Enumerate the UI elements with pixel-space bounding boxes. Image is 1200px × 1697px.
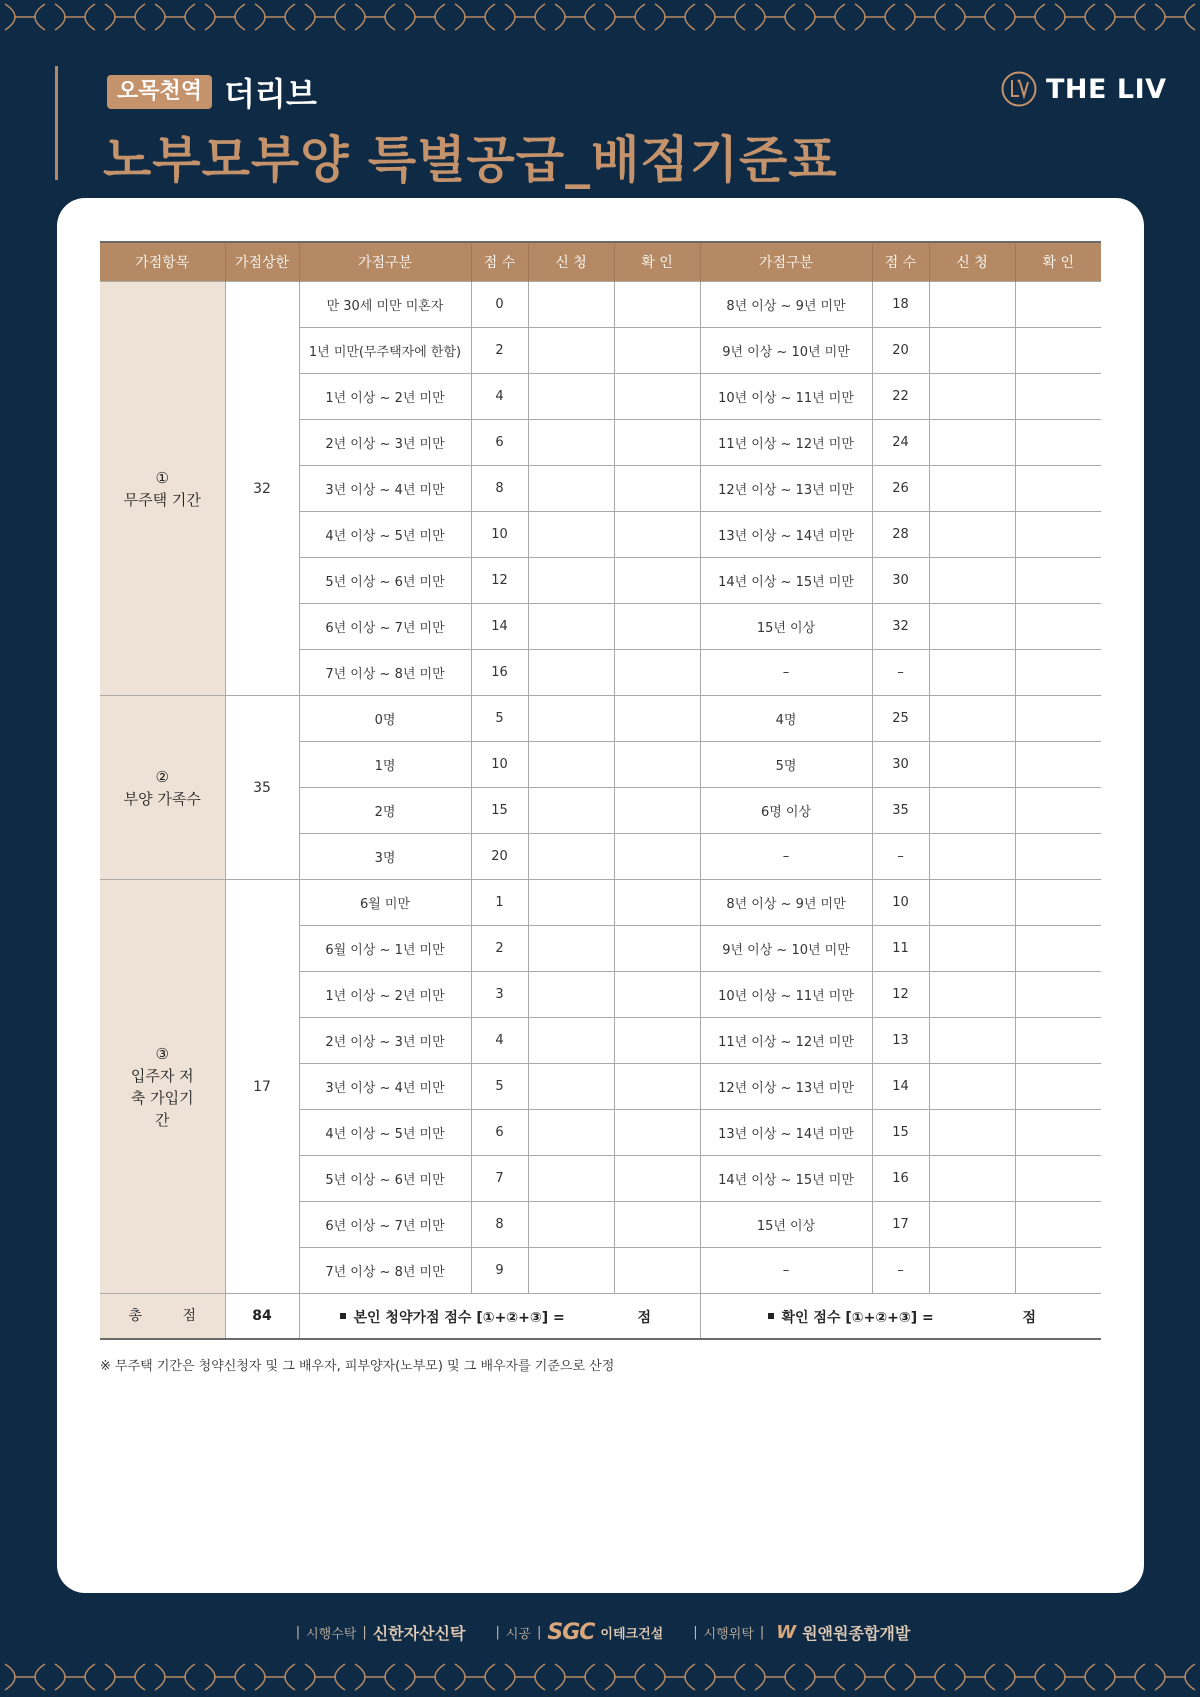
apply-input-cell[interactable] — [929, 1110, 1015, 1156]
apply-input-cell[interactable] — [528, 328, 614, 374]
ornament-motif — [755, 1664, 795, 1690]
category-cap: 35 — [225, 696, 299, 880]
confirm-score-unit: 점 — [1022, 1310, 1037, 1326]
score-cell: 4 — [471, 374, 528, 420]
criterion-cell: 10년 이상 ~ 11년 미만 — [700, 972, 872, 1018]
apply-input-cell[interactable] — [929, 696, 1015, 742]
table-row — [100, 282, 1101, 328]
ornament-motif — [705, 1664, 745, 1690]
criterion-cell: 6월 미만 — [299, 880, 471, 926]
ornament-motif — [805, 4, 845, 30]
confirm-input-cell[interactable] — [1015, 420, 1101, 466]
criterion-cell: 만 30세 미만 미혼자 — [299, 282, 471, 328]
ornament-motif — [405, 4, 445, 30]
confirm-input-cell[interactable] — [614, 420, 700, 466]
ornament-motif — [405, 1664, 445, 1690]
score-cell: 2 — [471, 328, 528, 374]
score-cell: 12 — [471, 558, 528, 604]
ornament-motif — [1005, 4, 1045, 30]
confirm-input-cell[interactable] — [1015, 512, 1101, 558]
score-cell: 6 — [471, 420, 528, 466]
table-header-row — [100, 242, 1101, 282]
confirm-input-cell[interactable] — [614, 558, 700, 604]
score-cell: 5 — [471, 696, 528, 742]
ornament-motif — [155, 4, 195, 30]
apply-input-cell[interactable] — [528, 742, 614, 788]
bullet-icon — [768, 1313, 774, 1319]
confirm-input-cell[interactable] — [614, 328, 700, 374]
apply-input-cell[interactable] — [929, 788, 1015, 834]
ornament-motif — [1105, 4, 1145, 30]
apply-input-cell[interactable] — [528, 834, 614, 880]
confirm-input-cell[interactable] — [1015, 1064, 1101, 1110]
apply-input-cell[interactable] — [528, 972, 614, 1018]
self-score-text: 본인 청약가점 점수 [①+②+③] = — [353, 1310, 565, 1326]
apply-input-cell[interactable] — [528, 1110, 614, 1156]
developer-name: 원앤원종합개발 — [802, 1624, 911, 1643]
criterion-cell: 13년 이상 ~ 14년 미만 — [700, 512, 872, 558]
criterion-cell: 4년 이상 ~ 5년 미만 — [299, 1110, 471, 1156]
score-cell: 18 — [872, 282, 929, 328]
criterion-cell: 14년 이상 ~ 15년 미만 — [700, 558, 872, 604]
confirm-input-cell[interactable] — [1015, 374, 1101, 420]
confirm-input-cell[interactable] — [614, 1064, 700, 1110]
apply-input-cell[interactable] — [528, 650, 614, 696]
apply-input-cell[interactable] — [528, 926, 614, 972]
apply-input-cell[interactable] — [929, 1202, 1015, 1248]
total-row — [100, 1294, 1101, 1340]
score-cell: 12 — [872, 972, 929, 1018]
ornament-motif — [555, 4, 595, 30]
apply-input-cell[interactable] — [528, 1018, 614, 1064]
confirm-input-cell[interactable] — [1015, 1110, 1101, 1156]
page-title: 노부모부양 특별공급_배점기준표 — [103, 131, 838, 189]
score-cell: 20 — [471, 834, 528, 880]
trustee-label: 시행수탁 — [306, 1627, 357, 1642]
score-cell: 11 — [872, 926, 929, 972]
footnote: ※ 무주택 기간은 청약신청자 및 그 배우자, 피부양자(노부모) 및 그 배우자를 기준으로 산정 — [100, 1359, 615, 1374]
apply-input-cell[interactable] — [528, 558, 614, 604]
confirm-input-cell[interactable] — [1015, 972, 1101, 1018]
confirm-input-cell[interactable] — [1015, 1248, 1101, 1294]
score-cell: 10 — [471, 742, 528, 788]
self-score-unit: 점 — [637, 1310, 652, 1326]
apply-input-cell[interactable] — [528, 788, 614, 834]
apply-input-cell[interactable] — [929, 282, 1015, 328]
score-cell: – — [872, 650, 929, 696]
criterion-cell: 3년 이상 ~ 4년 미만 — [299, 1064, 471, 1110]
ornament-motif — [1155, 4, 1195, 30]
criterion-cell: 8년 이상 ~ 9년 미만 — [700, 880, 872, 926]
criterion-cell: 1년 이상 ~ 2년 미만 — [299, 374, 471, 420]
ornament-motif — [5, 1664, 45, 1690]
confirm-score-field[interactable] — [700, 1294, 1101, 1340]
col-header: 가점항목 — [100, 242, 225, 282]
criterion-cell: 15년 이상 — [700, 1202, 872, 1248]
confirm-input-cell[interactable] — [1015, 834, 1101, 880]
criterion-cell: 11년 이상 ~ 12년 미만 — [700, 420, 872, 466]
score-cell: 6 — [471, 1110, 528, 1156]
category-number: ③ — [155, 1044, 169, 1063]
ornament-motif — [355, 4, 395, 30]
criterion-cell: 2년 이상 ~ 3년 미만 — [299, 420, 471, 466]
confirm-input-cell[interactable] — [1015, 282, 1101, 328]
confirm-input-cell[interactable] — [1015, 1156, 1101, 1202]
score-table — [100, 241, 1101, 1340]
score-cell: 16 — [872, 1156, 929, 1202]
criterion-cell: 9년 이상 ~ 10년 미만 — [700, 926, 872, 972]
criterion-cell: 6년 이상 ~ 7년 미만 — [299, 604, 471, 650]
col-header: 확 인 — [614, 242, 700, 282]
confirm-input-cell[interactable] — [614, 282, 700, 328]
confirm-input-cell[interactable] — [614, 1248, 700, 1294]
category-number: ① — [155, 468, 169, 487]
ornament-motif — [855, 4, 895, 30]
apply-input-cell[interactable] — [528, 420, 614, 466]
score-cell: 0 — [471, 282, 528, 328]
score-cell: – — [872, 834, 929, 880]
confirm-input-cell[interactable] — [614, 466, 700, 512]
col-header: 점 수 — [471, 242, 528, 282]
ornament-motif — [805, 1664, 845, 1690]
ornament-motif — [905, 4, 945, 30]
ornament-motif — [955, 4, 995, 30]
col-header: 점 수 — [872, 242, 929, 282]
ornament-motif — [305, 4, 345, 30]
apply-input-cell[interactable] — [929, 420, 1015, 466]
apply-input-cell[interactable] — [528, 880, 614, 926]
developer-label: 시행위탁 — [703, 1627, 754, 1642]
confirm-input-cell[interactable] — [614, 972, 700, 1018]
score-cell: 1 — [471, 880, 528, 926]
apply-input-cell[interactable] — [929, 650, 1015, 696]
score-cell: 26 — [872, 466, 929, 512]
col-header: 가점상한 — [225, 242, 299, 282]
score-cell: 2 — [471, 926, 528, 972]
ornament-motif — [455, 1664, 495, 1690]
station-tag: 오목천역 — [107, 75, 212, 109]
criterion-cell: – — [700, 1248, 872, 1294]
score-cell: 3 — [471, 972, 528, 1018]
apply-input-cell[interactable] — [528, 1202, 614, 1248]
ornament-motif — [705, 4, 745, 30]
criterion-cell: 6월 이상 ~ 1년 미만 — [299, 926, 471, 972]
criterion-cell: 2년 이상 ~ 3년 미만 — [299, 1018, 471, 1064]
score-cell: 22 — [872, 374, 929, 420]
confirm-input-cell[interactable] — [614, 926, 700, 972]
ornament-motif — [605, 4, 645, 30]
ornament-motif — [1055, 4, 1095, 30]
score-cell: 4 — [471, 1018, 528, 1064]
confirm-input-cell[interactable] — [614, 1018, 700, 1064]
criterion-cell: 12년 이상 ~ 13년 미만 — [700, 466, 872, 512]
score-cell: 32 — [872, 604, 929, 650]
criterion-cell: 5년 이상 ~ 6년 미만 — [299, 558, 471, 604]
apply-input-cell[interactable] — [528, 466, 614, 512]
score-cell: 30 — [872, 742, 929, 788]
apply-input-cell[interactable] — [929, 880, 1015, 926]
ornament-motif — [505, 1664, 545, 1690]
confirm-input-cell[interactable] — [614, 742, 700, 788]
score-cell: 9 — [471, 1248, 528, 1294]
apply-input-cell[interactable] — [528, 696, 614, 742]
score-cell: – — [872, 1248, 929, 1294]
score-cell: 14 — [872, 1064, 929, 1110]
confirm-input-cell[interactable] — [614, 788, 700, 834]
ornament-motif — [155, 1664, 195, 1690]
ornament-motif — [55, 1664, 95, 1690]
apply-input-cell[interactable] — [929, 1156, 1015, 1202]
ornament-motif — [655, 1664, 695, 1690]
category-cell — [100, 282, 225, 696]
self-score-label — [340, 1307, 565, 1327]
score-cell: 30 — [872, 558, 929, 604]
ornament-motif — [355, 1664, 395, 1690]
ornament-motif — [555, 1664, 595, 1690]
ornament-motif — [605, 1664, 645, 1690]
ornament-motif — [205, 1664, 245, 1690]
confirm-input-cell[interactable] — [1015, 1202, 1101, 1248]
score-cell: 13 — [872, 1018, 929, 1064]
col-header: 가점구분 — [700, 242, 872, 282]
ornament-motif — [1105, 1664, 1145, 1690]
apply-input-cell[interactable] — [929, 926, 1015, 972]
criterion-cell: 4년 이상 ~ 5년 미만 — [299, 512, 471, 558]
score-cell: 5 — [471, 1064, 528, 1110]
score-cell: 7 — [471, 1156, 528, 1202]
score-cell: 35 — [872, 788, 929, 834]
ornament-motif — [455, 4, 495, 30]
trustee-name: 신한자산신탁 — [372, 1624, 466, 1643]
criterion-cell: – — [700, 650, 872, 696]
bullet-icon — [340, 1313, 346, 1319]
confirm-input-cell[interactable] — [1015, 880, 1101, 926]
footer-credits: | 시행수탁 | 신한자산신탁 | 시공 | SGC 이테크건설 | 시행위탁 | W 원앤원종합개발 — [295, 1620, 911, 1645]
ornament-motif — [5, 4, 45, 30]
criterion-cell: 3명 — [299, 834, 471, 880]
apply-input-cell[interactable] — [528, 1248, 614, 1294]
score-cell: 8 — [471, 1202, 528, 1248]
table-row — [100, 696, 1101, 742]
col-header: 확 인 — [1015, 242, 1101, 282]
apply-input-cell[interactable] — [528, 282, 614, 328]
criterion-cell: 4명 — [700, 696, 872, 742]
ornament-motif — [755, 4, 795, 30]
confirm-input-cell[interactable] — [614, 696, 700, 742]
score-cell: 17 — [872, 1202, 929, 1248]
ornament-motif — [655, 4, 695, 30]
criterion-cell: 5년 이상 ~ 6년 미만 — [299, 1156, 471, 1202]
project-name: 더리브 — [224, 75, 317, 113]
category-cap: 32 — [225, 282, 299, 696]
apply-input-cell[interactable] — [528, 1064, 614, 1110]
criterion-cell: 7년 이상 ~ 8년 미만 — [299, 650, 471, 696]
criterion-cell: 6명 이상 — [700, 788, 872, 834]
confirm-input-cell[interactable] — [614, 650, 700, 696]
score-cell: 8 — [471, 466, 528, 512]
criterion-cell: 3년 이상 ~ 4년 미만 — [299, 466, 471, 512]
table-row — [100, 880, 1101, 926]
confirm-input-cell[interactable] — [614, 1202, 700, 1248]
ornament-motif — [255, 1664, 295, 1690]
confirm-input-cell[interactable] — [614, 604, 700, 650]
ornament-motif — [1005, 1664, 1045, 1690]
ornament-motif — [855, 1664, 895, 1690]
total-cap: 84 — [225, 1294, 299, 1340]
ornament-motif — [255, 4, 295, 30]
category-cap: 17 — [225, 880, 299, 1294]
score-cell: 15 — [872, 1110, 929, 1156]
ornament-motif — [505, 4, 545, 30]
criterion-cell: 6년 이상 ~ 7년 미만 — [299, 1202, 471, 1248]
apply-input-cell[interactable] — [929, 742, 1015, 788]
apply-input-cell[interactable] — [929, 512, 1015, 558]
criterion-cell: 1년 이상 ~ 2년 미만 — [299, 972, 471, 1018]
score-cell: 25 — [872, 696, 929, 742]
apply-input-cell[interactable] — [929, 834, 1015, 880]
developer-logo-icon: W — [776, 1622, 797, 1643]
score-cell: 28 — [872, 512, 929, 558]
category-cell — [100, 696, 225, 880]
confirm-input-cell[interactable] — [1015, 650, 1101, 696]
confirm-input-cell[interactable] — [614, 512, 700, 558]
category-name: 부양 가족수 — [123, 789, 201, 808]
criterion-cell: 2명 — [299, 788, 471, 834]
apply-input-cell[interactable] — [528, 604, 614, 650]
confirm-input-cell[interactable] — [1015, 788, 1101, 834]
confirm-input-cell[interactable] — [614, 834, 700, 880]
ornament-motif — [55, 4, 95, 30]
the-liv-emblem-icon — [1000, 70, 1038, 108]
criterion-cell: 1년 미만(무주택자에 한함) — [299, 328, 471, 374]
confirm-score-text: 확인 점수 [①+②+③] = — [781, 1310, 934, 1326]
brand-name: THE LIV — [1046, 73, 1167, 105]
col-header: 가점구분 — [299, 242, 471, 282]
title-accent-bar — [55, 66, 58, 180]
builder-label: 시공 — [505, 1627, 531, 1642]
category-name: 입주자 저축 가입기간 — [130, 1066, 194, 1129]
criterion-cell: 7년 이상 ~ 8년 미만 — [299, 1248, 471, 1294]
category-cell — [100, 880, 225, 1294]
ornament-motif — [1055, 1664, 1095, 1690]
criterion-cell: 0명 — [299, 696, 471, 742]
criterion-cell: 12년 이상 ~ 13년 미만 — [700, 1064, 872, 1110]
apply-input-cell[interactable] — [929, 1248, 1015, 1294]
score-cell: 24 — [872, 420, 929, 466]
ornament-motif — [955, 1664, 995, 1690]
confirm-input-cell[interactable] — [1015, 328, 1101, 374]
score-cell: 10 — [872, 880, 929, 926]
criterion-cell: 11년 이상 ~ 12년 미만 — [700, 1018, 872, 1064]
category-name: 무주택 기간 — [123, 490, 201, 509]
score-cell: 20 — [872, 328, 929, 374]
confirm-input-cell[interactable] — [614, 1110, 700, 1156]
ornament-motif — [1155, 1664, 1195, 1690]
apply-input-cell[interactable] — [929, 604, 1015, 650]
apply-input-cell[interactable] — [929, 972, 1015, 1018]
confirm-input-cell[interactable] — [1015, 604, 1101, 650]
confirm-input-cell[interactable] — [1015, 696, 1101, 742]
project-line — [107, 72, 317, 112]
criterion-cell: 8년 이상 ~ 9년 미만 — [700, 282, 872, 328]
top-ornament-pattern — [0, 0, 1200, 34]
criterion-cell: 15년 이상 — [700, 604, 872, 650]
confirm-input-cell[interactable] — [1015, 1018, 1101, 1064]
confirm-input-cell[interactable] — [1015, 926, 1101, 972]
criterion-cell: 1명 — [299, 742, 471, 788]
criterion-cell: 9년 이상 ~ 10년 미만 — [700, 328, 872, 374]
apply-input-cell[interactable] — [929, 558, 1015, 604]
confirm-input-cell[interactable] — [614, 1156, 700, 1202]
apply-input-cell[interactable] — [929, 1064, 1015, 1110]
apply-input-cell[interactable] — [528, 512, 614, 558]
apply-input-cell[interactable] — [528, 374, 614, 420]
col-header: 신 청 — [528, 242, 614, 282]
ornament-motif — [205, 4, 245, 30]
confirm-score-label — [768, 1307, 934, 1327]
ornament-motif — [305, 1664, 345, 1690]
category-number: ② — [155, 767, 169, 786]
apply-input-cell[interactable] — [528, 1156, 614, 1202]
confirm-input-cell[interactable] — [1015, 558, 1101, 604]
criterion-cell: 13년 이상 ~ 14년 미만 — [700, 1110, 872, 1156]
score-cell: 10 — [471, 512, 528, 558]
confirm-input-cell[interactable] — [614, 374, 700, 420]
ornament-motif — [905, 1664, 945, 1690]
score-cell: 16 — [471, 650, 528, 696]
ornament-motif — [105, 4, 145, 30]
apply-input-cell[interactable] — [929, 466, 1015, 512]
brand-logo — [1000, 70, 1167, 108]
confirm-input-cell[interactable] — [614, 880, 700, 926]
sgc-logo: SGC — [547, 1620, 595, 1645]
bottom-ornament-pattern — [0, 1660, 1200, 1694]
ornament-motif — [105, 1664, 145, 1690]
criterion-cell: 14년 이상 ~ 15년 미만 — [700, 1156, 872, 1202]
apply-input-cell[interactable] — [929, 1018, 1015, 1064]
confirm-input-cell[interactable] — [1015, 466, 1101, 512]
criterion-cell: – — [700, 834, 872, 880]
score-cell: 14 — [471, 604, 528, 650]
self-score-field[interactable] — [299, 1294, 700, 1340]
apply-input-cell[interactable] — [929, 374, 1015, 420]
confirm-input-cell[interactable] — [1015, 742, 1101, 788]
criterion-cell: 10년 이상 ~ 11년 미만 — [700, 374, 872, 420]
score-cell: 15 — [471, 788, 528, 834]
total-label: 총 점 — [100, 1294, 225, 1340]
apply-input-cell[interactable] — [929, 328, 1015, 374]
criterion-cell: 5명 — [700, 742, 872, 788]
builder-name: 이테크건설 — [600, 1627, 664, 1642]
col-header: 신 청 — [929, 242, 1015, 282]
